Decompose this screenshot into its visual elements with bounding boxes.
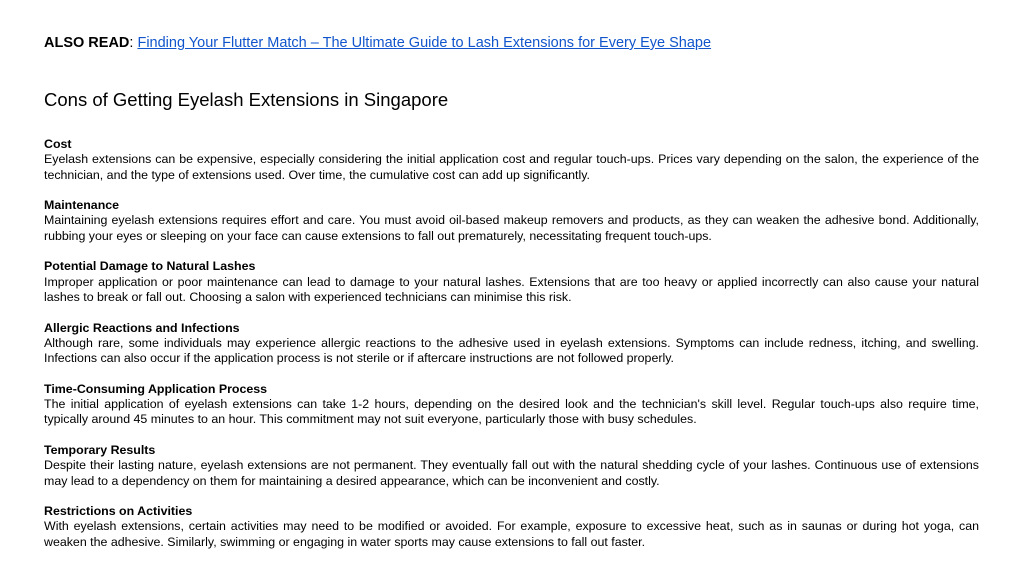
cons-item-cost — [44, 137, 979, 183]
item-body: Although rare, some individuals may experience allergic reactions to the adhesive used in eyelash extensions. Symptoms can include redness, itching, and swelling. Infections can also occur if the application process is not sterile or if aftercare instructions are not followed properly. — [44, 335, 979, 366]
cons-item-allergic-reactions — [44, 321, 979, 367]
item-body: Maintaining eyelash extensions requires effort and care. You must avoid oil-based makeup removers and products, as they can weaken the adhesive bond. Additionally, rubbing your eyes or sleeping on your face can cause extensions to fall out prematurely, necessitating frequent touch-ups. — [44, 213, 979, 243]
item-heading: Restrictions on Activities — [44, 504, 193, 519]
item-heading: Temporary Results — [44, 442, 156, 457]
item-body: The initial application of eyelash extensions can take 1-2 hours, depending on the desired look and the technician's skill level. Regular touch-ups also require time, typically around 45 minutes to an hour. This commitment may not suit everyone, particularly those with busy schedules. — [44, 397, 979, 427]
cons-item-temporary-results — [44, 443, 979, 489]
item-heading: Maintenance — [44, 198, 120, 213]
item-body: Eyelash extensions can be expensive, especially considering the initial application cost and regular touch-ups. Prices vary depending on the salon, the experience of the technician, and the type of extensions used. Over time, the cumulative cost can add up significantly. — [44, 152, 979, 182]
also-read-label: ALSO READ — [44, 35, 130, 51]
item-heading: Cost — [44, 137, 72, 151]
cons-list — [44, 137, 979, 565]
cons-item-lash-damage — [44, 259, 979, 305]
item-heading: Potential Damage to Natural Lashes — [44, 259, 256, 274]
also-read-separator: : — [129, 35, 134, 51]
cons-item-activity-restrictions — [44, 504, 979, 550]
item-heading: Allergic Reactions and Infections — [44, 320, 240, 335]
item-heading: Time-Consuming Application Process — [44, 381, 268, 396]
cons-item-time-consuming — [44, 382, 979, 428]
also-read-link[interactable]: Finding Your Flutter Match – The Ultimate Guide to Lash Extensions for Every Eye Shape — [137, 35, 712, 51]
item-body: Improper application or poor maintenance can lead to damage to your natural lashes. Extensions that are too heavy or applied incorrectly can also cause your natural lashes to break or fall out. Choosing a salon with experienced technicians can minimise this risk. — [44, 274, 979, 304]
cons-item-maintenance — [44, 198, 979, 244]
item-body: With eyelash extensions, certain activities may need to be modified or avoided. For example, exposure to excessive heat, such as in saunas or during hot yoga, can weaken the adhesive. Similarly, swimming or engaging in water sports may cause extensions to fall out faster. — [44, 519, 979, 549]
section-title: Cons of Getting Eyelash Extensions in Singapore — [44, 89, 449, 110]
item-body: Despite their lasting nature, eyelash extensions are not permanent. They eventually fall out with the natural shedding cycle of your lashes. Continuous use of extensions may lead to a dependency on them for maintaining a desired appearance, which can be inconvenient and costly. — [44, 458, 979, 488]
also-read-line — [44, 34, 711, 52]
